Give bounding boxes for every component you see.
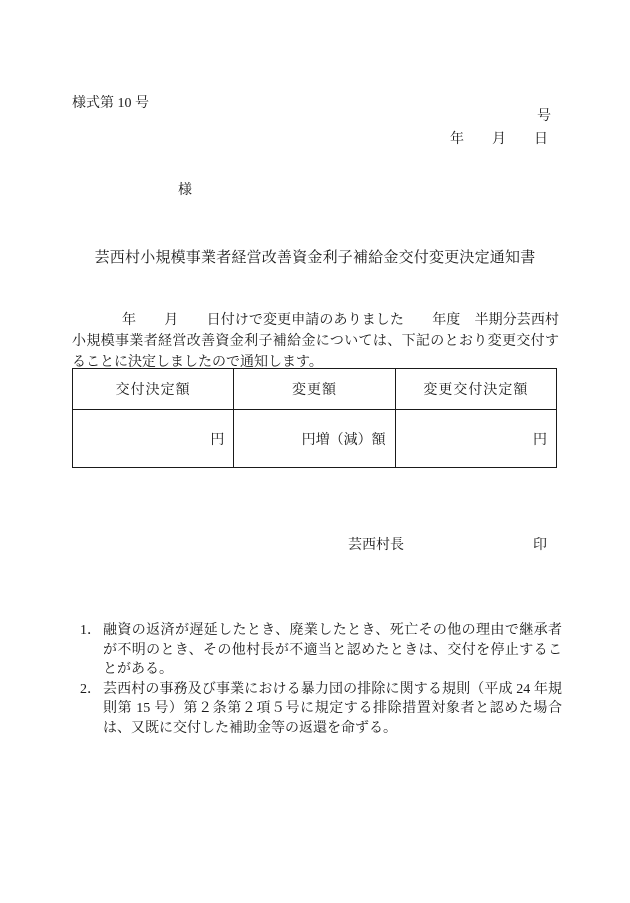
note-number: 1．: [80, 623, 101, 638]
amount-table-body: [73, 410, 557, 468]
document-number-line: 号: [537, 109, 551, 124]
table-header-row: [73, 369, 557, 410]
amount-table-header: [73, 369, 557, 410]
header-change-amount: 変更額: [234, 369, 395, 410]
table-row: [73, 410, 557, 468]
date-line: 年 月 日: [450, 132, 548, 147]
header-changed-granted-amount: 変更交付決定額: [395, 369, 556, 410]
note-item: [72, 680, 562, 739]
header-granted-amount: 交付決定額: [73, 369, 234, 410]
note-number: 2．: [80, 681, 101, 697]
addressee-line: 様: [178, 183, 192, 198]
body-paragraph: 年 月 日付けで変更申請のありました 年度 半期分芸西村小規模事業者経営改善資金利子補給金については、下記のとおり変更交付することに決定しましたので通知します。: [72, 313, 559, 370]
document-title: 芸西村小規模事業者経営改善資金利子補給金交付変更決定通知書: [94, 250, 536, 266]
form-number: 様式第 10 号: [72, 96, 149, 111]
cell-change-amount-yen: 円増（減）額: [234, 410, 395, 468]
cell-granted-amount-yen: 円: [73, 410, 234, 468]
signature-line: [348, 534, 547, 554]
signer-title: 芸西村長: [348, 538, 404, 553]
notes-list: [72, 621, 562, 738]
cell-changed-granted-amount-yen: 円: [395, 410, 556, 468]
amount-table: [72, 368, 557, 468]
note-item: [72, 621, 562, 680]
seal-mark: 印: [533, 538, 547, 553]
note-text: 芸西村の事務及び事業における暴力団の排除に関する規則（平成 24 年規則第 15 号）第２条第２項５号に規定する排除措置対象者と認めた場合は、又既に交付した補助金等の返還を命ずる。: [103, 681, 562, 736]
note-text: 融資の返済が遅延したとき、廃業したとき、死亡その他の理由で継承者が不明のとき、その他村長が不適当と認めたときは、交付を停止することがある。: [103, 623, 562, 677]
